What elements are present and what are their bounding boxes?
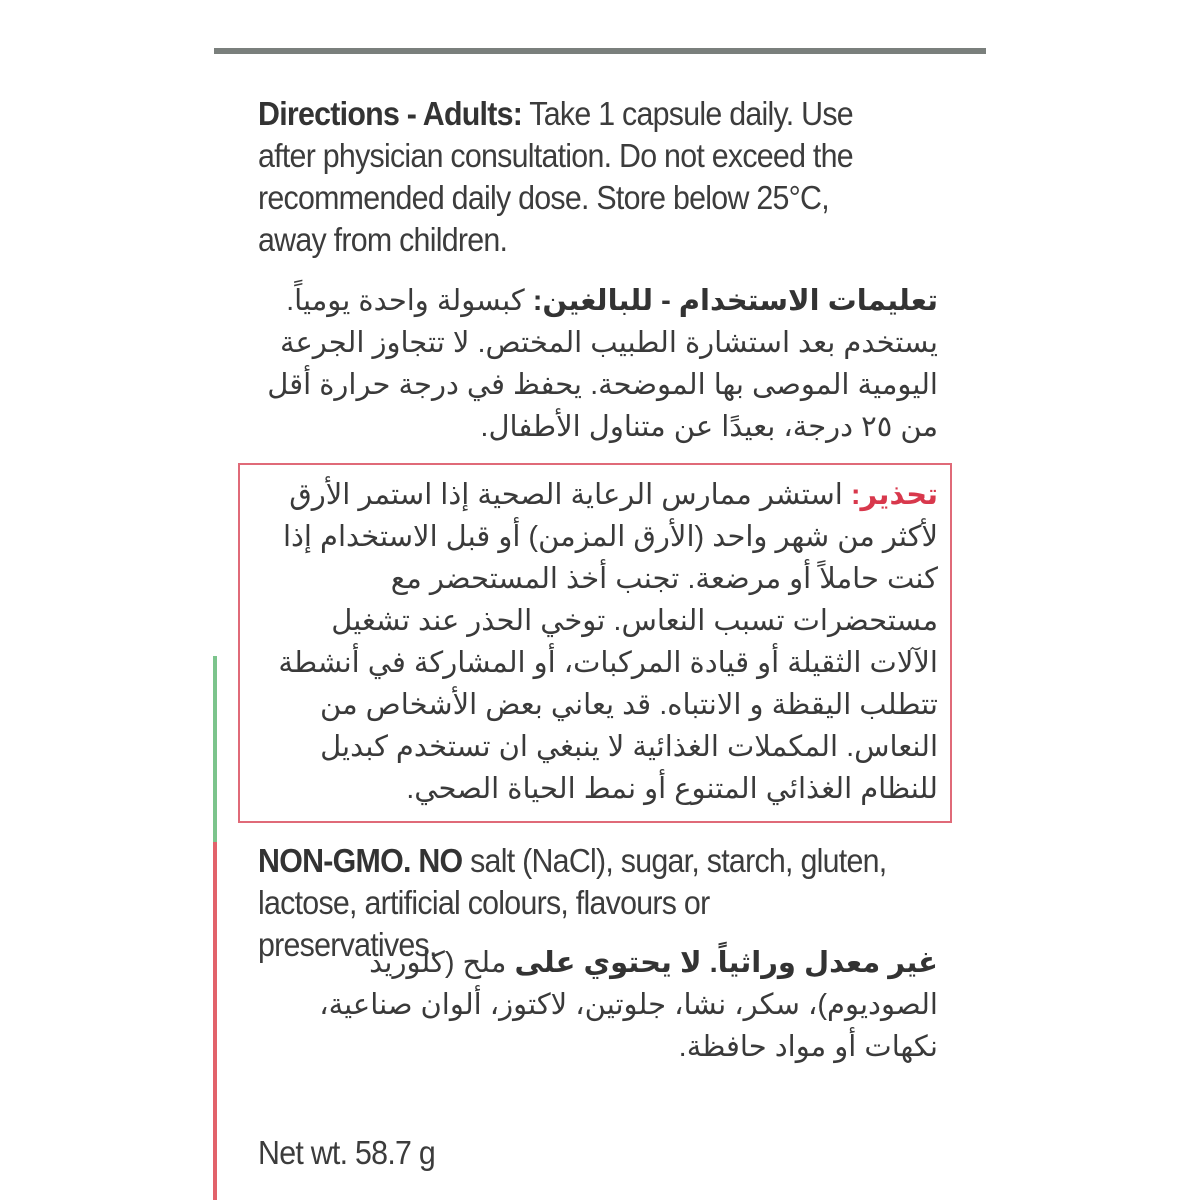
directions-english-text: Take 1 capsule daily. Use after physician consultation. Do not exceed the recommended daily dose. Store below 25°C, away from children.	[258, 95, 853, 258]
free-from-arabic-heading: غير معدل وراثياً. لا يحتوي على	[514, 947, 938, 979]
side-stripe-green	[213, 656, 217, 842]
directions-english	[258, 93, 893, 261]
directions-arabic-heading: تعليمات الاستخدام - للبالغين:	[532, 285, 938, 317]
side-stripe-red	[213, 842, 217, 1200]
warning-arabic	[258, 474, 938, 810]
free-from-english-heading: NON-GMO. NO	[258, 842, 463, 879]
free-from-arabic	[258, 942, 938, 1068]
net-weight: Net wt. 58.7 g	[258, 1134, 436, 1171]
warning-heading: تحذير:	[850, 479, 938, 511]
directions-arabic	[258, 280, 938, 448]
top-divider	[214, 48, 986, 54]
directions-arabic-text: كبسولة واحدة يومياً. يستخدم بعد استشارة الطبيب المختص. لا تتجاوز الجرعة اليومية الموصى بها الموضحة. يحفظ في درجة حرارة أقل من ٢٥ درجة، بعيدًا عن متناول الأطفال.	[267, 285, 938, 443]
free-from-english-text: salt (NaCl), sugar, starch, gluten, lactose, artificial colours, flavours or preservatives.	[258, 842, 887, 963]
directions-english-heading: Directions - Adults:	[258, 95, 523, 132]
free-from-arabic-text: ملح (كلوريد الصوديوم)، سكر، نشا، جلوتين، لاكتوز، ألوان صناعية، نكهات أو مواد حافظة.	[319, 947, 938, 1063]
warning-text: استشر ممارس الرعاية الصحية إذا استمر الأرق لأكثر من شهر واحد (الأرق المزمن) أو قبل الاستخدام إذا كنت حاملاً أو مرضعة. تجنب أخذ المستحضر مع مستحضرات تسبب النعاس. توخي الحذر عند تشغيل الآلات الثقيلة أو قيادة المركبات، أو المشاركة في أنشطة تتطلب اليقظة و الانتباه. قد يعاني بعض الأشخاص من النعاس. المكملات الغذائية لا ينبغي ان تستخدم كبديل للنظام الغذائي المتنوع أو نمط الحياة الصحي.	[278, 479, 938, 805]
